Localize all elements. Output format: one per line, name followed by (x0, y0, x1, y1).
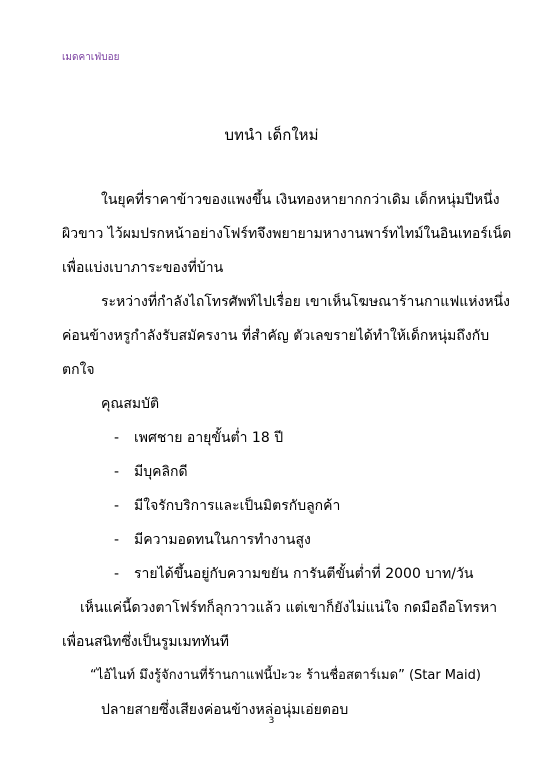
paragraph-line: ระหว่างที่กำลังไถโทรศัพท์ไปเรื่อย เขาเห็นโฆษณาร้านกาแฟแห่งหนึ่ง (101, 294, 510, 310)
list-item (114, 531, 311, 549)
list-item-text: มีใจรักบริการและเป็นมิตรกับลูกค้า (134, 498, 341, 514)
list-item (114, 429, 283, 447)
list-item (114, 565, 473, 583)
paragraph-line: ปลายสายซึ่งเสียงค่อนข้างหล่อนุ่มเอ่ยตอบ (101, 702, 349, 718)
paragraph-line: ตกใจ (62, 362, 95, 378)
paragraph-line: ในยุคที่ราคาข้าวของแพงขึ้น เงินทองหายากกว่าเดิม เด็กหนุ่มปีหนึ่ง (101, 192, 500, 208)
paragraph-line: เห็นแค่นี้ดวงตาโฟร์ทก็ลุกวาวแล้ว แต่เขาก็ยังไม่แน่ใจ กดมือถือโทรหา (80, 600, 498, 616)
paragraph-line: เพื่อนสนิทซึ่งเป็นรูมเมททันที (62, 634, 229, 650)
list-item (114, 463, 188, 481)
paragraph-line: ค่อนข้างหรูกำลังรับสมัครงาน ที่สำคัญ ตัวเลขรายได้ทำให้เด็กหนุ่มถึงกับ (62, 328, 490, 344)
list-dash: - (114, 532, 120, 548)
qualifications-heading: คุณสมบัติ (101, 396, 160, 412)
running-header: เมดคาเฟ่บอย (62, 52, 120, 63)
list-item-text: รายได้ขึ้นอยู่กับความขยัน การันตีขั้นต่ำที่ 2000 บาท/วัน (134, 566, 474, 582)
page-number: 3 (268, 716, 275, 726)
paragraph-line: ผิวขาว ไว้ผมปรกหน้าอย่างโฟร์ทจึงพยายามหางานพาร์ทไทม์ในอินเทอร์เน็ต (62, 226, 512, 242)
list-item (114, 497, 340, 515)
list-item-text: เพศชาย อายุขั้นต่ำ 18 ปี (134, 430, 284, 446)
list-dash: - (114, 464, 120, 480)
list-dash: - (114, 566, 120, 582)
list-item-text: มีความอดทนในการทำงานสูง (134, 532, 311, 548)
dialogue-line: “ไอ้ไนท์ มึงรู้จักงานที่ร้านกาแฟนี้ป่ะวะ ร้านชื่อสตาร์เมด” (Star Maid) (90, 668, 481, 683)
list-dash: - (114, 430, 120, 446)
paragraph-line: เพื่อแบ่งเบาภาระของที่บ้าน (62, 260, 224, 276)
list-dash: - (114, 498, 120, 514)
chapter-title: บทนำ เด็กใหม่ (224, 126, 319, 144)
list-item-text: มีบุคลิกดี (134, 464, 188, 480)
